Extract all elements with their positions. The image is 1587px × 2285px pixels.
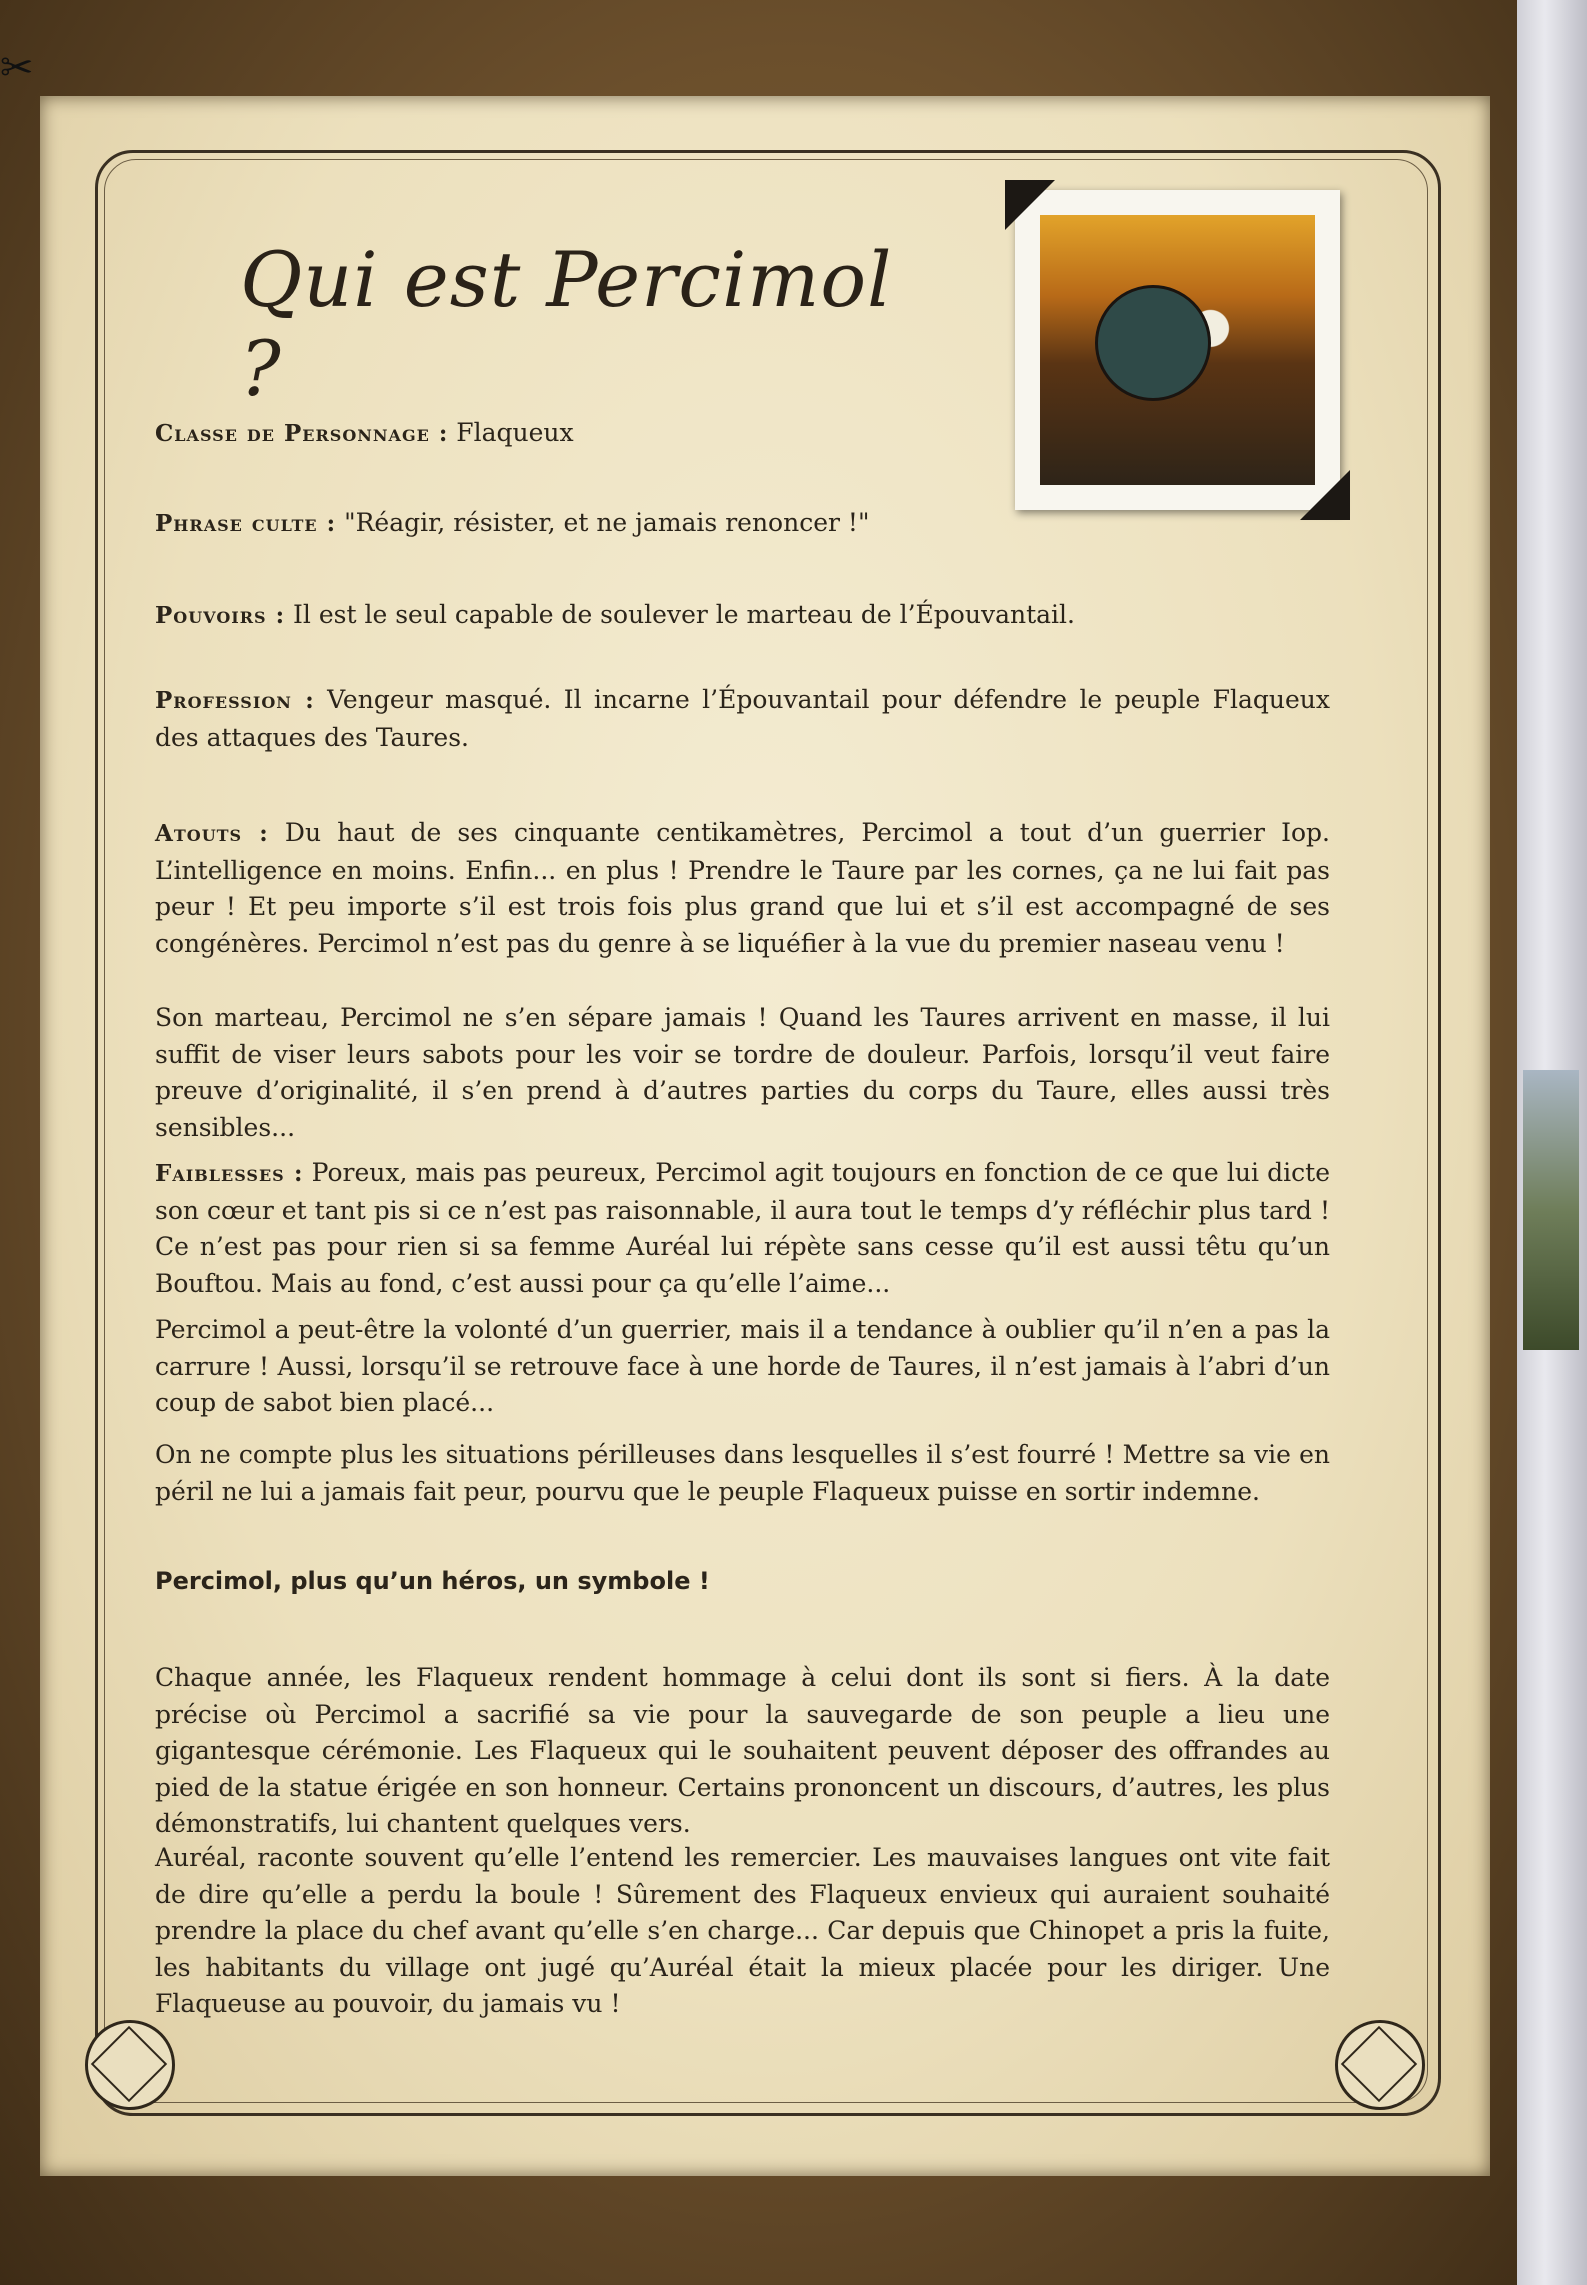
photo-corner-top-left xyxy=(1005,180,1055,230)
portrait-face xyxy=(1095,285,1211,401)
motto-heading: Percimol, plus qu’un héros, un symbole ! xyxy=(155,1567,710,1595)
flower-emblem-icon xyxy=(1335,2020,1425,2110)
page-title: Qui est Percimol ? xyxy=(240,235,893,413)
paragraph-faiblesses-3: On ne compte plus les situations périlleuses dans lesquelles il s’est fourré ! Mettre sa vie en péril ne lui a jamais fait peur, pourvu que le peuple Flaqueux puisse en sortir indemne. xyxy=(155,1440,1330,1506)
story-paragraph-2: Auréal, raconte souvent qu’elle l’entend les remercier. Les mauvaises langues ont vite fait de dire qu’elle a perdu la boule ! Sûrement des Flaqueux envieux qui auraient souhaité prendre la place du chef avant qu’elle s’en charge... Car depuis que Chinopet a pris la fuite, les habitants du village ont jugé qu’Auréal était la mieux placée pour les diriger. Une Flaqueuse au pouvoir, du jamais vu ! xyxy=(155,1843,1330,2018)
field-label: Phrase culte : xyxy=(155,510,337,537)
field-phrase xyxy=(155,505,1330,543)
paragraph-faiblesses-2: Percimol a peut-être la volonté d’un guerrier, mais il a tendance à oublier qu’il n’en a pas la carrure ! Aussi, lorsqu’il se retrouve face à une horde de Taures, il n’est jamais à l’abri d’un coup de sabot bien placé... xyxy=(155,1315,1330,1417)
story-paragraph-1: Chaque année, les Flaqueux rendent hommage à celui dont ils sont si fiers. À la date précise où Percimol a sacrifié sa vie pour la sauvegarde de son peuple a lieu une gigantesque cérémonie. Les Flaqueux qui le souhaitent peuvent déposer des offrandes au pied de la statue érigée en son honneur. Certains prononcent un discours, d’autres, les plus démonstratifs, lui chantent quelques vers. xyxy=(155,1663,1330,1838)
field-pouvoirs xyxy=(155,597,1330,635)
field-label: Classe de Personnage : xyxy=(155,420,449,447)
field-classe xyxy=(155,415,1330,453)
field-value: "Réagir, résister, et ne jamais renoncer !" xyxy=(336,508,870,537)
flower-emblem-icon xyxy=(85,2020,175,2110)
character-portrait xyxy=(1015,190,1340,510)
field-profession xyxy=(155,682,1330,756)
field-value: Il est le seul capable de soulever le marteau de l’Épouvantail. xyxy=(285,600,1075,629)
binder-photo xyxy=(1523,1070,1579,1350)
field-label: Atouts : xyxy=(155,820,269,847)
field-label: Profession : xyxy=(155,687,315,714)
field-value: Vengeur masqué. Il incarne l’Épouvantail pour défendre le peuple Flaqueux des attaques des Taures. xyxy=(155,685,1330,752)
scissors-icon: ✂ xyxy=(0,45,34,91)
field-value: Du haut de ses cinquante centikamètres, Percimol a tout d’un guerrier Iop. L’intelligence en moins. Enfin... en plus ! Prendre le Taure par les cornes, ça ne lui fait pas peur ! Et peu importe s’il est trois fois plus grand que lui et s’il est accompagné de ses congénères. Percimol n’est pas du genre à se liquéfier à la vue du premier naseau venu ! xyxy=(155,818,1330,958)
field-faiblesses xyxy=(155,1155,1330,1302)
field-value: Flaqueux xyxy=(448,418,574,447)
field-label: Faiblesses : xyxy=(155,1160,304,1187)
field-value: Poreux, mais pas peureux, Percimol agit toujours en fonction de ce que lui dicte son cœur et tant pis si ce n’est pas raisonnable, il aura tout le temps d’y réfléchir plus tard ! Ce n’est pas pour rien si sa femme Auréal lui répète sans cesse qu’il est aussi têtu qu’un Bouftou. Mais au fond, c’est aussi pour ça qu’elle l’aime... xyxy=(155,1158,1330,1298)
field-label: Pouvoirs : xyxy=(155,602,286,629)
paragraph-atouts-2: Son marteau, Percimol ne s’en sépare jamais ! Quand les Taures arrivent en masse, il lui suffit de viser leurs sabots pour les voir se tordre de douleur. Parfois, lorsqu’il veut faire preuve d’originalité, il s’en prend à d’autres parties du corps du Taure, elles aussi très sensibles... xyxy=(155,1003,1330,1142)
field-atouts xyxy=(155,815,1330,962)
